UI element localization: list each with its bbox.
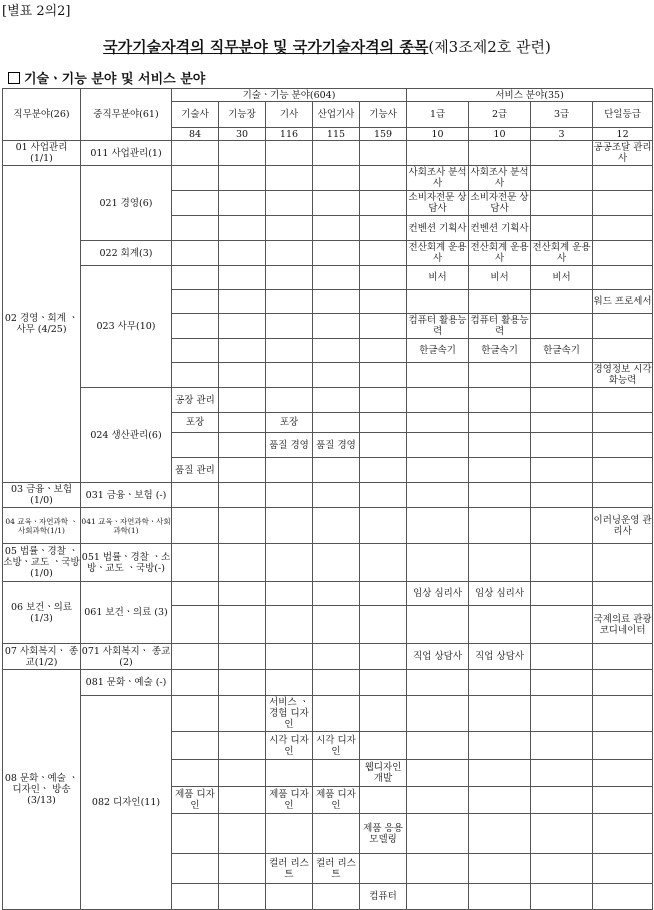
cell-1st: 컴퓨터 활용능력 [408,315,467,337]
header-col: 기술사 [172,102,219,128]
job-field-07: 07 사회복지ㆍ 종교(1/2) [3,644,81,670]
header-count: 10 [469,128,531,141]
cell-2nd: 직업 상담사 [469,644,531,670]
cell-1st: 직업 상담사 [407,644,469,670]
cell-tech: 공장 관리 [172,388,219,413]
middle-field-082: 082 디자인(11) [81,696,172,910]
cell-gineung: 제품 응용 모델링 [360,814,407,854]
middle-field-061: 061 보건ㆍ의료 (3) [81,582,172,644]
title-main: 국가기술자격의 직무분야 및 국가기술자격의 종목 [103,38,429,56]
cell-2nd: 컴퓨터 활용능력 [470,315,529,337]
middle-field-024: 024 생산관리(6) [81,388,172,483]
cell-tech: 포장 [172,413,219,433]
job-field-02: 02 경영ㆍ회계 ㆍ사무 (4/25) [3,166,81,483]
middle-field-071: 071 사회복지ㆍ 종교(2) [81,645,171,668]
middle-field-051: 051 법률ㆍ경찰 ㆍ소방ㆍ교도 ㆍ국방(-) [81,544,172,582]
job-field-03: 03 금융ㆍ보험 (1/0) [3,483,81,508]
header-count: 84 [172,128,219,141]
cell-2nd: 한글속기 [469,339,531,363]
cell-single: 워드 프로세서 [593,290,653,314]
cell-sanup: 제품 디자인 [313,787,360,814]
cell-1st: 소비자전문 상담사 [408,192,467,214]
cell-1st: 비서 [407,266,469,290]
annex-tag: [별표 2의2] [2,4,71,19]
middle-field-081: 081 문화ㆍ예술 (-) [81,670,172,696]
header-col: 1급 [407,102,469,128]
cell-gisa: 서비스 ㆍ경험 디자인 [266,696,313,732]
job-field-06: 06 보건ㆍ의료 (1/3) [3,582,81,644]
cell-tech: 품질 관리 [172,458,219,483]
middle-field-011: 011 사업관리(1) [81,141,172,166]
cell-gisa: 품질 경영 [266,433,313,458]
header-count: 116 [266,128,313,141]
cell-gisa: 시각 디자인 [266,732,313,760]
job-field-04: 04 교육ㆍ자연과학 ㆍ사회과학(1/1) [3,508,81,544]
cell-single: 이러닝운영 관리사 [593,508,653,544]
header-col: 기사 [266,102,313,128]
cell-1st: 임상 심리사 [407,582,469,606]
middle-field-022: 022 회계(3) [81,241,172,266]
header-job-field: 직무분야(26) [3,89,81,141]
header-middle-field: 중직무분야(61) [81,89,172,141]
header-count: 10 [407,128,469,141]
cell-2nd: 사회조사 분석사 [470,167,529,189]
cell-1st: 컨벤션 기획사 [407,216,469,241]
cell-1st: 한글속기 [407,339,469,363]
cell-3rd: 전산회계 운용사 [532,242,591,264]
cell-gisa: 컬러 리스트 [266,854,313,884]
title-note: (제3조제2호 관련) [428,38,551,56]
cell-single: 국제의료 관광 코디네이터 [593,606,653,644]
header-count: 12 [593,128,653,141]
section-heading [8,68,205,87]
cell-3rd: 비서 [531,266,593,290]
middle-field-023: 023 사무(10) [81,266,172,388]
cell-2nd: 소비자전문 상담사 [470,192,529,214]
cell-1st: 전산회계 운용사 [408,242,467,264]
header-col: 단일등급 [593,102,653,128]
cell-sanup: 시각 디자인 [313,732,360,760]
header-count: 3 [531,128,593,141]
header-count: 30 [219,128,266,141]
middle-field-041: 041 교육ㆍ자연과학ㆍ사회과학(1) [81,508,172,544]
cell-2nd: 컨벤션 기획사 [469,216,531,241]
job-field-01: 01 사업관리 (1/1) [3,141,81,166]
cell-3rd: 한글속기 [531,339,593,363]
header-count: 159 [360,128,407,141]
cell-sanup: 품질 경영 [313,433,360,458]
job-field-05: 05 법률ㆍ경찰 ㆍ소방ㆍ교도 ㆍ국방(1/0) [3,544,81,582]
cell-1st: 사회조사 분석사 [408,167,467,189]
middle-field-021: 021 경영(6) [81,166,172,241]
header-col: 산업기사 [313,102,360,128]
cell-2nd: 전산회계 운용사 [470,242,529,264]
cell-gisa: 포장 [266,413,313,433]
header-col: 2급 [469,102,531,128]
cell-single: 경영정보 시각화능력 [593,364,652,386]
cell-2nd: 임상 심리사 [469,582,531,606]
header-col: 3급 [531,102,593,128]
middle-field-031: 031 금융ㆍ보험 (-) [81,483,172,508]
document-title [0,36,654,57]
cell-gisa: 제품 디자인 [266,787,313,814]
cell-gineung: 컴퓨터 [360,884,407,910]
header-count: 115 [313,128,360,141]
header-col: 기능사 [360,102,407,128]
cell-tech: 제품 디자인 [172,787,219,814]
job-field-08: 08 문화ㆍ예술 ㆍ디자인ㆍ 방송(3/13) [3,670,81,910]
header-tech-group: 기술ㆍ기능 분야(604) [172,89,407,102]
cell-2nd: 비서 [469,266,531,290]
checkbox-icon [8,72,20,84]
header-service-group: 서비스 분야(35) [407,89,653,102]
section-label: 기술ㆍ기능 분야 및 서비스 분야 [24,72,206,87]
cell-sanup: 컬러 리스트 [313,854,360,884]
qualification-table [2,88,653,910]
cell-gineung: 웹디자인 개발 [360,760,407,787]
cell-single: 공공조달 관리사 [593,142,652,164]
header-col: 기능장 [219,102,266,128]
